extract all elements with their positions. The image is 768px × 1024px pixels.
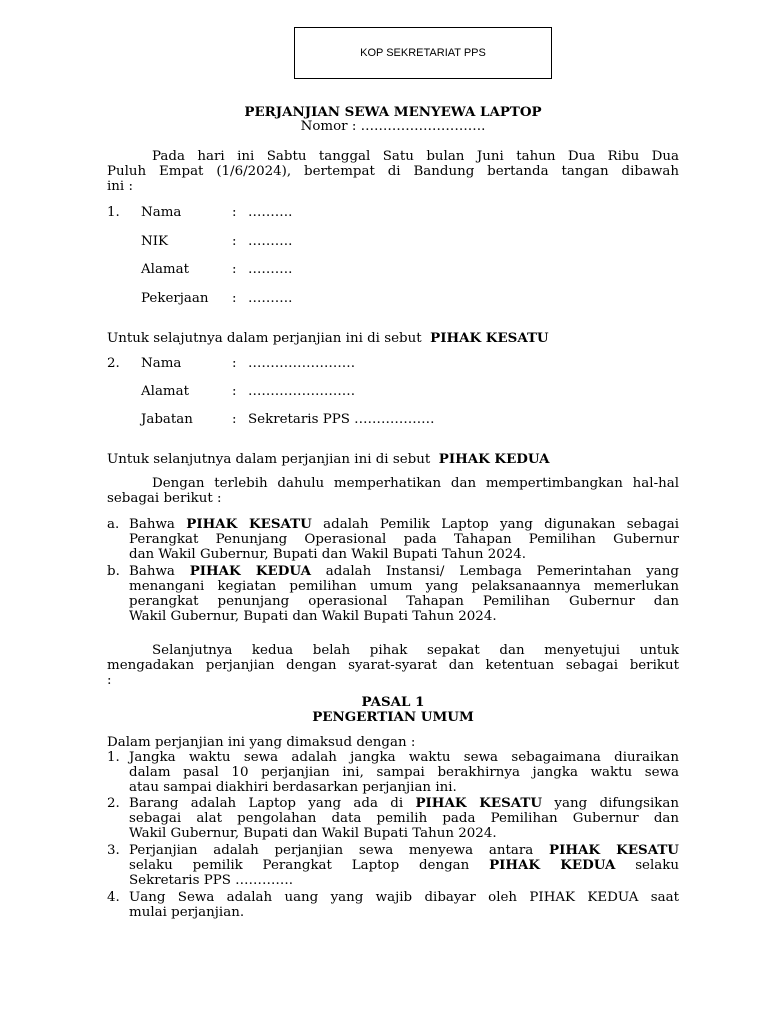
field-label: Nama bbox=[141, 356, 182, 371]
field-value: …………………… bbox=[248, 356, 356, 371]
kop-label: KOP SEKRETARIAT PPS bbox=[360, 47, 486, 59]
agree-paragraph bbox=[107, 643, 679, 688]
point-line: perangkat penunjang operasional Tahapan Pemilihan Gubernur dan bbox=[129, 594, 679, 609]
definition-line bbox=[129, 796, 679, 811]
party2-number: 2. bbox=[107, 356, 120, 371]
field-label: Nama bbox=[141, 205, 182, 220]
definition-text: selaku pemilik Perangkat Laptop dengan bbox=[129, 858, 470, 873]
agree-line: Selanjutnya kedua belah pihak sepakat dan menyetujui untuk bbox=[152, 643, 679, 658]
definition-line: Jangka waktu sewa adalah jangka waktu sewa sebagaimana diuraikan bbox=[129, 750, 679, 765]
intro-line: Pada hari ini Sabtu tanggal Satu bulan Juni tahun Dua Ribu Dua bbox=[152, 149, 679, 164]
definition-text: Barang adalah Laptop yang ada di bbox=[129, 796, 404, 811]
definition-line: mulai perjanjian. bbox=[129, 905, 245, 920]
point-marker: b. bbox=[107, 564, 120, 579]
party1-number: 1. bbox=[107, 205, 120, 220]
definition-line: sebagai alat pengolahan data pemilih pada Pemilihan Gubernur dan bbox=[129, 811, 679, 826]
consider-line: Dengan terlebih dahulu memperhatikan dan mempertimbangkan hal-hal bbox=[152, 476, 679, 491]
definition-line: Sekretaris PPS …………. bbox=[129, 873, 293, 888]
definition-marker: 4. bbox=[107, 890, 120, 905]
field-label: Alamat bbox=[141, 384, 189, 399]
point-line bbox=[129, 517, 679, 532]
point-text: adalah Pemilik Laptop yang digunakan sebagai bbox=[323, 517, 679, 532]
field-label: Jabatan bbox=[141, 412, 193, 427]
document-number: Nomor : ………………………. bbox=[300, 119, 486, 134]
definition-2 bbox=[129, 796, 679, 841]
designation-text: Untuk selajutnya dalam perjanjian ini di sebut bbox=[107, 331, 422, 346]
field-separator: : bbox=[232, 356, 237, 371]
definition-line: Uang Sewa adalah uang yang wajib dibayar oleh PIHAK KEDUA saat bbox=[129, 890, 679, 905]
field-separator: : bbox=[232, 291, 237, 306]
definition-bold: PIHAK KESATU bbox=[549, 842, 679, 858]
point-line: menangani kegiatan pemilihan umum yang pelaksanaannya memerlukan bbox=[129, 579, 679, 594]
point-text: Bahwa bbox=[129, 517, 175, 532]
definition-marker: 2. bbox=[107, 796, 120, 811]
definition-text: selaku bbox=[635, 858, 679, 873]
definition-4 bbox=[129, 890, 679, 920]
field-separator: : bbox=[232, 205, 237, 220]
definition-text: Perjanjian adalah perjanjian sewa menyewa antara bbox=[129, 843, 534, 858]
designation-text: Untuk selanjutnya dalam perjanjian ini di sebut bbox=[107, 452, 431, 467]
field-label: Pekerjaan bbox=[141, 291, 209, 306]
agree-line: mengadakan perjanjian dengan syarat-syarat dan ketentuan sebagai berikut bbox=[107, 658, 679, 673]
definition-line: dalam pasal 10 perjanjian ini, sampai berakhirnya jangka waktu sewa bbox=[129, 765, 679, 780]
definition-line bbox=[129, 843, 679, 858]
party1-designation bbox=[107, 330, 549, 346]
field-value: Sekretaris PPS ……………… bbox=[248, 412, 435, 427]
field-value: ………. bbox=[248, 234, 293, 249]
consider-paragraph bbox=[107, 476, 679, 506]
definition-3 bbox=[129, 843, 679, 888]
point-line: Perangkat Penunjang Operasional pada Tahapan Pemilihan Gubernur bbox=[129, 532, 679, 547]
field-label: Alamat bbox=[141, 262, 189, 277]
designation-bold: PIHAK KESATU bbox=[430, 330, 549, 346]
definition-1 bbox=[129, 750, 679, 795]
definition-bold: PIHAK KESATU bbox=[415, 795, 543, 811]
consider-line: sebagai berikut : bbox=[107, 491, 222, 506]
field-value: ………. bbox=[248, 291, 293, 306]
pasal-number: PASAL 1 bbox=[361, 694, 425, 710]
party2-designation bbox=[107, 451, 550, 467]
definition-line: Wakil Gubernur, Bupati dan Wakil Bupati Tahun 2024. bbox=[129, 826, 497, 841]
field-separator: : bbox=[232, 234, 237, 249]
kop-box bbox=[294, 27, 552, 79]
definition-marker: 1. bbox=[107, 750, 120, 765]
field-value: ………. bbox=[248, 205, 293, 220]
intro-line: Puluh Empat (1/6/2024), bertempat di Bandung bertanda tangan dibawah bbox=[107, 164, 679, 179]
point-text: adalah Instansi/ Lembaga Pemerintahan yang bbox=[325, 564, 679, 579]
field-label: NIK bbox=[141, 234, 169, 249]
designation-bold: PIHAK KEDUA bbox=[438, 451, 550, 467]
point-text: Bahwa bbox=[129, 564, 175, 579]
intro-line: ini : bbox=[107, 179, 133, 194]
field-separator: : bbox=[232, 412, 237, 427]
field-value: ………. bbox=[248, 262, 293, 277]
definition-bold: PIHAK KEDUA bbox=[489, 857, 616, 873]
field-separator: : bbox=[232, 384, 237, 399]
definition-line: atau sampai diakhiri berdasarkan perjanjian ini. bbox=[129, 780, 457, 795]
point-b bbox=[129, 564, 679, 624]
point-line: Wakil Gubernur, Bupati dan Wakil Bupati Tahun 2024. bbox=[129, 609, 497, 624]
point-bold: PIHAK KESATU bbox=[186, 516, 312, 532]
point-marker: a. bbox=[107, 517, 120, 532]
document-title: PERJANJIAN SEWA MENYEWA LAPTOP bbox=[244, 104, 542, 120]
point-line bbox=[129, 564, 679, 579]
point-bold: PIHAK KEDUA bbox=[189, 563, 311, 579]
agree-line: : bbox=[107, 673, 112, 688]
point-line: dan Wakil Gubernur, Bupati dan Wakil Bupati Tahun 2024. bbox=[129, 547, 527, 562]
field-separator: : bbox=[232, 262, 237, 277]
definition-line bbox=[129, 858, 679, 873]
pasal-lead: Dalam perjanjian ini yang dimaksud dengan : bbox=[107, 735, 416, 750]
definition-text: yang difungsikan bbox=[554, 796, 679, 811]
point-a bbox=[129, 517, 679, 562]
field-value: …………………… bbox=[248, 384, 356, 399]
intro-paragraph bbox=[107, 149, 679, 194]
definition-marker: 3. bbox=[107, 843, 120, 858]
pasal-heading: PENGERTIAN UMUM bbox=[312, 709, 474, 725]
